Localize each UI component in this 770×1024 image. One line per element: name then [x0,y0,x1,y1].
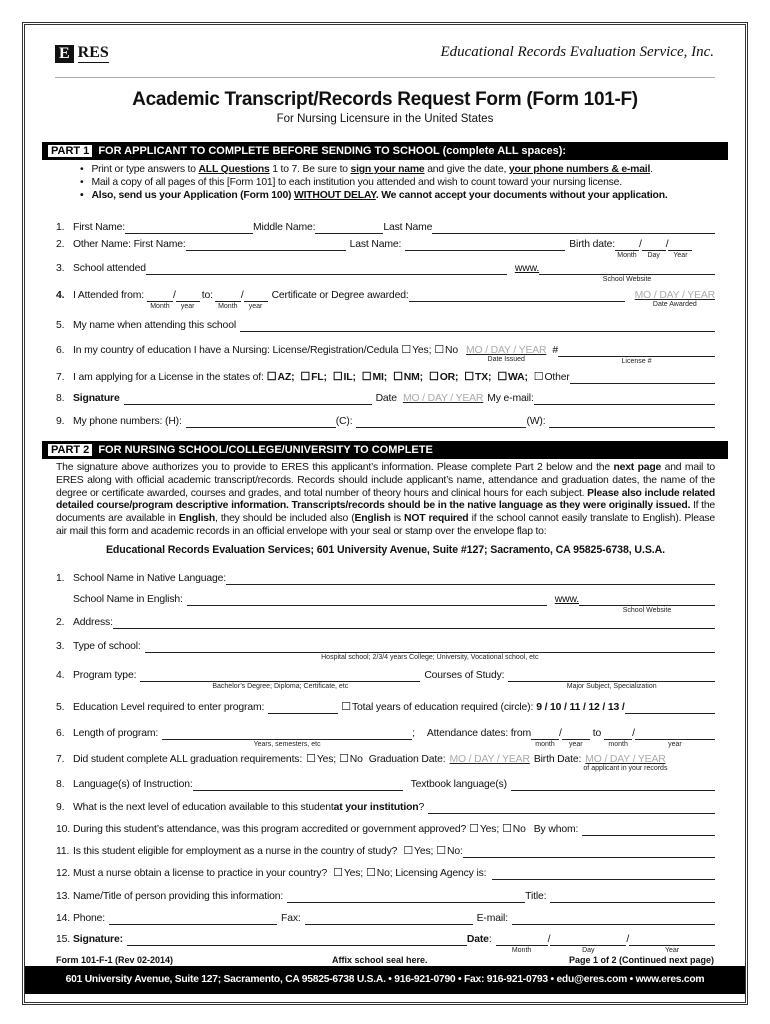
grad-yes-checkbox[interactable]: ☐ [306,753,316,765]
part2-heading: FOR NURSING SCHOOL/COLLEGE/UNIVERSITY TO COMPLETE [98,444,433,456]
form-subtitle: For Nursing Licensure in the United States [276,113,494,125]
part1-tag: PART 1 [48,145,92,157]
state-checkbox-az[interactable]: ☐ [266,371,277,383]
licensing-agency-field[interactable] [492,869,715,880]
state-label: TX; [475,372,492,383]
instruction-2: • Mail a copy of all pages of this [Form 101] to each institution you attended and wish to count toward your nursing license. [92,176,728,189]
instruction-1: • Print or type answers to ALL Questions 1 to 7. Be sure to sign your name and give the date, your phone numbers & e-mail. [92,163,728,176]
license-required-yes-checkbox[interactable]: ☐ [333,867,343,879]
form-revision: Form 101-F-1 (Rev 02-2014) [56,955,174,965]
mailing-address: Educational Records Evaluation Services; 601 University Avenue, Suite #127; Sacramento, CA 95825-6738, U.S.A. [105,543,666,556]
instructions-list [92,163,728,202]
name-when-attending-field[interactable] [240,321,715,332]
type-of-school-field[interactable]: Hospital school; 2/3/4 years College; University, Vocational school, etc [145,642,715,653]
school-website-field[interactable]: School Website [539,264,715,275]
divider [55,77,715,78]
applicant-signature-field[interactable] [124,394,372,405]
p1-q5: 5. My name when attending this school [56,319,715,332]
to-month-field[interactable]: Month [215,291,241,302]
phone-cell-field[interactable] [356,417,526,428]
p2-q12: 12. Must a nurse obtain a license to practice in your country? ☐ Yes; ☐ No; Licensing Agency is: [56,867,715,880]
sign-month-field[interactable]: Month [496,935,548,946]
logo-res: RES [77,44,109,61]
eligible-comment-field[interactable] [463,847,715,858]
state-checkbox-tx[interactable]: ☐ [464,371,475,383]
attend-from-year[interactable]: year [562,729,590,740]
p2-q3: 3. Type of school: Hospital school; 2/3/4 years College; University, Vocational school, etc [56,640,715,653]
program-length-field[interactable]: Years, semesters, etc [162,729,412,740]
instruction-language-field[interactable] [193,780,403,791]
school-website-field-2[interactable]: School Website [579,595,715,606]
organization-name: Educational Records Evaluation Service, Inc. [440,44,714,60]
p2-q15: 15. Signature: Date : Month / Day / Year [56,933,715,946]
part1-header [42,142,728,160]
part2-header [42,441,728,459]
other-first-name-field[interactable] [186,240,346,251]
state-other-checkbox[interactable]: ☐ [533,371,544,383]
provider-name-field[interactable] [287,892,525,903]
last-name-field[interactable] [432,223,715,234]
state-label: AZ; [277,372,295,383]
accredited-no-checkbox[interactable]: ☐ [502,823,512,835]
p1-q7: 7. I am applying for a License in the states of: ☐ AZ; ☐ FL; ☐ IL; ☐ MI; ☐ NM; ☐ OR; ☐ TX; ☐ WA; ☐ Other [56,371,715,384]
school-attended-field[interactable] [146,264,507,275]
address-field[interactable] [113,618,715,629]
part2-tag: PART 2 [48,444,92,456]
p2-q6: 6. Length of program: Years, semesters, etc ; Attendance dates: from month / year to month / year [56,727,715,740]
date-awarded-field[interactable]: MO / DAY / YEAR Date Awarded [634,290,715,308]
p2-q10: 10. During this student’s attendance, was this program accredited or government approved? ☐ Yes; ☐ No By whom: [56,823,715,836]
p1-q1: 1. First Name: Middle Name: Last Name [56,221,715,234]
sign-day-field[interactable]: Day [550,935,626,946]
state-label: NM; [403,372,423,383]
state-label: WA; [508,372,528,383]
form-title: Academic Transcript/Records Request Form (Form 101-F) [132,89,638,110]
accredited-yes-checkbox[interactable]: ☐ [469,823,479,835]
accredited-by-field[interactable] [582,825,715,836]
sign-year-field[interactable]: Year [629,935,715,946]
birth-year-field[interactable]: Year [668,240,692,251]
p1-q9: 9. My phone numbers: (H): (C): (W): [56,415,715,428]
p2-q14: 14. Phone: Fax: E-mail: [56,912,715,925]
p2-q4: 4. Program type: Bachelor’s Degree; Diploma; Certificate, etc Courses of Study: Major Subject, Specialization [56,669,715,682]
p2-q7: 7. Did student complete ALL graduation requirements: ☐ Yes; ☐ No Graduation Date: MO / DAY / YEAR Birth Date: MO / DAY / YEAR of applicant in your records [56,753,668,772]
instruction-3: • Also, send us your Application (Form 100) WITHOUT DELAY. We cannot accept your documents without your application. [92,189,728,202]
p1-q4: 4. I Attended from: Month / year to: Month / year Certificate or Degree awarded: MO / DAY / YEAR Date Awarded [56,290,715,310]
license-date-issued-field[interactable]: MO / DAY / YEAR Date Issued [466,345,547,363]
textbook-language-field[interactable] [511,780,715,791]
license-no-checkbox[interactable]: ☐ [434,344,445,356]
p2-q1-english: School Name in English: www. School Website [56,593,715,606]
school-signature-field[interactable] [127,935,467,946]
state-label: IL; [343,372,356,383]
seal-note: Affix school seal here. [332,955,428,965]
state-label: MI; [372,372,388,383]
license-yes-checkbox[interactable]: ☐ [401,344,412,356]
p1-q6: 6. In my country of education I have a Nursing: License/Registration/Cedula ☐ Yes; ☐ No MO / DAY / YEAR Date Issued # License # [56,344,715,357]
phone-home-field[interactable] [186,417,336,428]
school-phone-field[interactable] [109,914,277,925]
p2-q9: 9. What is the next level of education available to this student at your institution ? [56,801,715,814]
birth-month-field[interactable]: Month [615,240,639,251]
from-year-field[interactable]: year [176,291,200,302]
p1-q3: 3. School attended www. School Website [56,262,715,275]
school-email-field[interactable] [512,914,715,925]
middle-name-field[interactable] [315,223,383,234]
attend-from-month[interactable]: month [531,729,559,740]
degree-awarded-field[interactable] [409,291,625,302]
next-level-field[interactable] [428,803,715,814]
birth-day-field[interactable]: Day [642,240,666,251]
courses-of-study-field[interactable]: Major Subject, Specialization [508,671,715,682]
graduation-date-field[interactable]: MO / DAY / YEAR [449,754,530,765]
other-state-field[interactable] [570,373,715,384]
from-month-field[interactable]: Month [147,291,173,302]
eligible-no-checkbox[interactable]: ☐ [436,845,447,857]
state-checkbox-or[interactable]: ☐ [428,371,439,383]
applicant-email-field[interactable] [534,394,715,405]
first-name-field[interactable] [125,223,253,234]
state-checkbox-nm[interactable]: ☐ [393,371,403,383]
provider-title-field[interactable] [550,892,715,903]
signature-date-field[interactable]: MO / DAY / YEAR [402,393,484,404]
school-native-name-field[interactable] [226,574,715,585]
attend-to-month[interactable]: month [604,729,632,740]
part2-instructions: The signature above authorizes you to provide to ERES this applicant’s information. Please complete Part 2 below and the next page and mail to ERES along with official academic transcript/records. Records should include applicant’s name, attendance and graduation dates, the name of the degree or certificate awarded, courses and grades, and total number of theory hours and clinical hours for each subject. Please also include related detailed course/program descriptive information. Transcripts/records should be in the native language as they were originally issued. If the documents are available in English, they should be included also (English is NOT required if the school cannot easily translate to English). Please air mail this form and academic records in an official envelope with your seal or stamp over the envelope flap to: [56,462,716,537]
p2-q8: 8. Language(s) of Instruction: Textbook language(s) [56,778,715,791]
eligible-yes-checkbox[interactable]: ☐ [403,845,414,857]
state-label: FL; [311,372,327,383]
state-checkbox-mi[interactable]: ☐ [361,371,372,383]
state-checkbox-fl[interactable]: ☐ [300,371,311,383]
to-year-field[interactable]: year [244,291,268,302]
program-type-field[interactable]: Bachelor’s Degree; Diploma; Certificate, etc [140,671,420,682]
license-number-field[interactable]: License # [558,346,715,357]
school-fax-field[interactable] [305,914,473,925]
attend-to-year[interactable]: year [635,729,715,740]
other-last-name-field[interactable] [405,240,565,251]
logo-e: E [55,45,74,63]
eres-logo [55,44,109,63]
p2-q1: 1. School Name in Native Language: [56,572,715,585]
states-checkboxes [264,371,531,384]
phone-work-field[interactable] [549,417,715,428]
license-required-no-checkbox[interactable]: ☐ [366,867,376,879]
grad-no-checkbox[interactable]: ☐ [339,753,349,765]
years-other-field[interactable] [625,703,715,714]
state-checkbox-wa[interactable]: ☐ [497,371,508,383]
page-number: Page 1 of 2 (Continued next page) [568,955,714,965]
state-checkbox-il[interactable]: ☐ [332,371,343,383]
state-label: OR; [439,372,459,383]
school-english-name-field[interactable] [187,595,547,606]
p2-q13: 13. Name/Title of person providing this information: Title: [56,890,715,903]
p1-q8: 8. Signature Date MO / DAY / YEAR My e-mail: [56,392,715,405]
years-options[interactable]: 9 / 10 / 11 / 12 / 13 / [536,702,625,713]
contact-footer: 601 University Avenue, Suite 127; Sacramento, CA 95825-6738 U.S.A. • 916-921-0790 • Fax: 916-921-0793 • edu@eres.com • www.eres.com [25,966,745,994]
applicant-birth-date-field[interactable]: MO / DAY / YEAR of applicant in your records [583,754,668,772]
education-level-field[interactable] [268,703,338,714]
p1-q2: 2. Other Name: First Name: Last Name: Birth date: Month / Day / Year [56,238,715,251]
p2-q11: 11. Is this student eligible for employment as a nurse in the country of study? ☐ Yes; ☐ No: [56,845,715,858]
p2-q5: 5. Education Level required to enter program: ☐ Total years of education required (circle): 9 / 10 / 11 / 12 / 13 / [56,701,715,714]
part2-text-block [56,462,715,557]
total-years-checkbox[interactable]: ☐ [341,701,351,713]
part1-heading: FOR APPLICANT TO COMPLETE BEFORE SENDING TO SCHOOL (complete ALL spaces): [98,145,567,157]
p2-q2: 2. Address: [56,616,715,629]
